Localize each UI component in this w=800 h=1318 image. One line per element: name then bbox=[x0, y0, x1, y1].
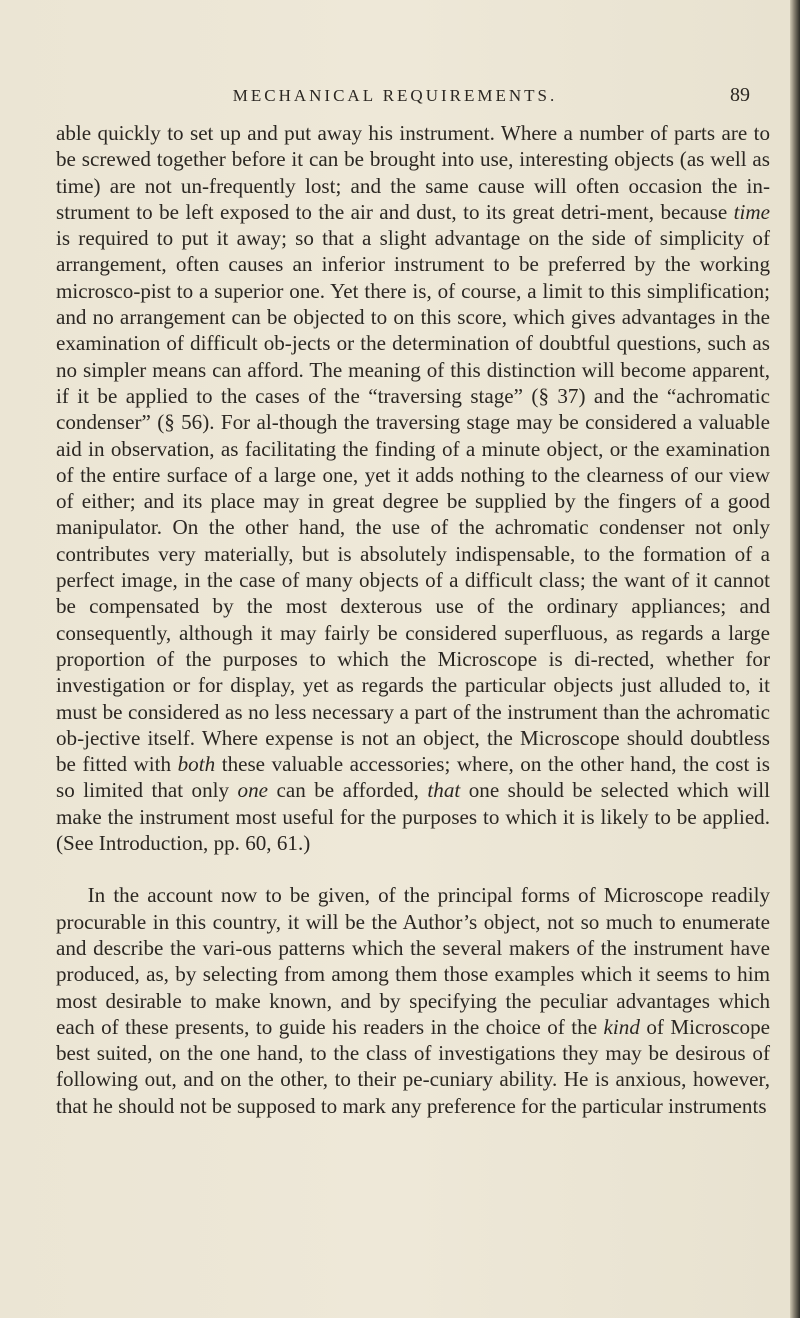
paragraph-2 bbox=[56, 882, 770, 1119]
text-segment: able quickly to set up and put away his instrument. Where a number of parts are to be screwed together before it can be brought into use, interesting objects (as well as time) are not un-frequently lost; and the same cause will often occasion the in-strument to be left exposed to the air and dust, to its great detri-ment, because bbox=[56, 121, 770, 224]
page-header bbox=[0, 86, 790, 116]
page-number: 89 bbox=[730, 84, 750, 106]
italic-segment: that bbox=[427, 778, 461, 803]
text-segment: In the account now to be given, of the principal forms of Microscope readily procurable in this country, it will be the Author’s object, not so much to enumerate and describe the vari-ous patterns which the several makers of the instrument have produced, as, by selecting from among them those examples which it seems to him most desirable to make known, and by specifying the peculiar advantages which each of these presents, to guide his readers in the choice of the bbox=[56, 883, 770, 1039]
italic-segment: one bbox=[237, 778, 269, 803]
text-segment: these valuable accessories; where, on the other hand, the cost is so limited that only bbox=[56, 752, 770, 803]
running-head: MECHANICAL REQUIREMENTS. bbox=[232, 86, 558, 105]
text-segment: of Microscope best suited, on the one hand, to the class of investigations they may be desirous of following out, and on the other, to their pe-cuniary ability. He is anxious, however, that he should not be supposed to mark any preference for the particular instruments bbox=[56, 1014, 770, 1118]
text-segment: one should be selected which will make the instrument most useful for the purposes to which it is likely to be applied. (See Introduction, pp. 60, 61.) bbox=[56, 778, 770, 856]
paragraph-1 bbox=[56, 120, 770, 856]
text-segment: can be afforded, bbox=[268, 778, 428, 803]
italic-segment: kind bbox=[603, 1014, 640, 1039]
body-text bbox=[56, 120, 770, 1119]
text-segment: is required to put it away; so that a slight advantage on the side of simplicity of arrangement, often causes an inferior instrument to be preferred by the working microsco-pist to a superior one. Yet there is, of course, a limit to this simplification; and no arrangement can be objected to on this score, which gives advantages in the examination of difficult ob-jects or the determination of doubtful questions, such as no simpler means can afford. The meaning of this distinction will become apparent, if it be applied to the cases of the “traversing stage” (§ 37) and the “achromatic condenser” (§ 56). For al-though the traversing stage may be considered a valuable aid in observation, as facilitating the finding of a minute object, or the examination of the entire surface of a large one, yet it adds nothing to the clearness of our view of either; and its place may in great degree be supplied by the fingers of a good manipulator. On the other hand, the use of the achromatic condenser not only contributes very materially, but is absolutely indispensable, to the formation of a perfect image, in the case of many objects of a difficult class; the want of it cannot be compensated by the most dexterous use of the ordinary appliances; and consequently, although it may fairly be considered superfluous, as regards a large proportion of the purposes to which the Microscope is di-rected, whether for investigation or for display, yet as regards the particular objects just alluded to, it must be considered as no less necessary a part of the instrument than the achromatic ob-jective itself. Where expense is not an object, the Microscope should doubtless be fitted with bbox=[56, 226, 770, 777]
italic-segment: time bbox=[733, 199, 770, 224]
page-edge-shadow bbox=[790, 0, 800, 1318]
italic-segment: both bbox=[177, 752, 216, 777]
